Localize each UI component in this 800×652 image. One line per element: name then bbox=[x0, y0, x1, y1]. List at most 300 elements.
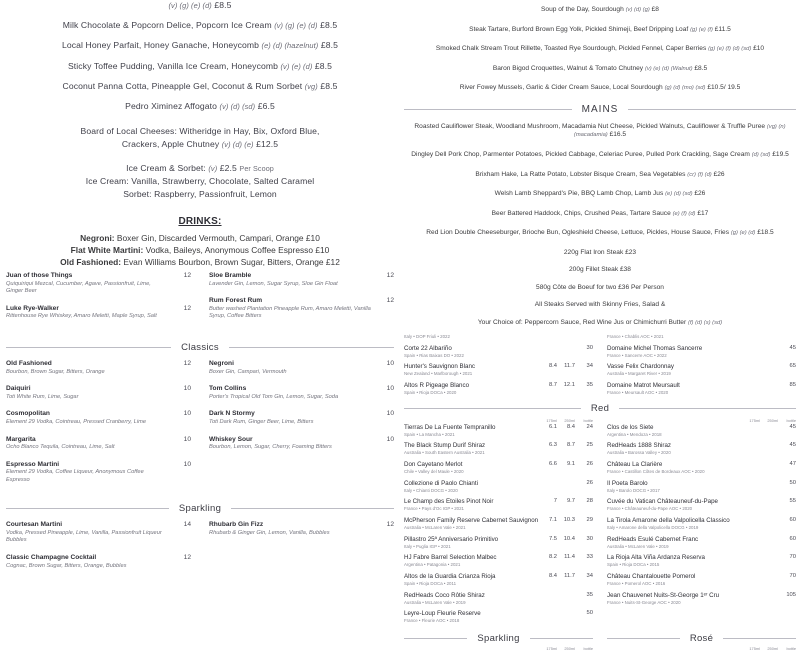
allergen-tags: (g) (d) (mo) (sd) bbox=[664, 85, 706, 92]
price-250: 9.7 bbox=[566, 498, 575, 505]
price: £17 bbox=[697, 209, 709, 217]
cocktail-item[interactable] bbox=[209, 410, 394, 426]
wine-row[interactable] bbox=[404, 382, 593, 396]
wine-name: Collezione di Paolo Chianti bbox=[404, 479, 478, 487]
cocktail-desc: Rittenhouse Rye Whiskey, Amaro Meletti, Maple Syrup, Salt bbox=[6, 313, 157, 320]
allergen-tags: (v) (d) (e) bbox=[221, 139, 254, 149]
price-bottle: 47 bbox=[789, 461, 796, 468]
drinks-item bbox=[6, 244, 394, 256]
price: £10.5/ 19.5 bbox=[707, 84, 741, 92]
price-bottle: 45 bbox=[789, 423, 796, 430]
cocktail-item[interactable] bbox=[6, 360, 191, 376]
divider-line bbox=[723, 638, 796, 639]
main-item bbox=[404, 210, 796, 219]
wine-meta: France • Fleurie AOC • 2018 bbox=[404, 618, 460, 624]
divider-line bbox=[619, 408, 796, 409]
allergen-tags: (cr) (f) (d) bbox=[687, 171, 712, 178]
price-175 bbox=[747, 573, 760, 579]
header-bottle: bottle bbox=[583, 417, 593, 423]
wine-row[interactable] bbox=[607, 573, 796, 587]
price-175: 8.4 bbox=[548, 573, 557, 579]
price-175 bbox=[747, 554, 760, 560]
header-175: 175ml bbox=[546, 645, 557, 651]
price-bottle: 60 bbox=[789, 535, 796, 542]
price-bottle: 26 bbox=[586, 461, 593, 468]
wine-meta: Italy • Amarone della Valpolicella DOCG • 2019 bbox=[607, 524, 699, 530]
cocktail-price: 12 bbox=[386, 272, 394, 280]
drinks-item bbox=[6, 232, 394, 244]
price-175 bbox=[747, 517, 760, 523]
white-col-left bbox=[404, 334, 593, 401]
wine-row[interactable] bbox=[607, 554, 796, 568]
cocktail-item[interactable] bbox=[209, 521, 394, 537]
wine-row[interactable] bbox=[607, 382, 796, 396]
price-250 bbox=[765, 480, 778, 486]
price-bottle: 24 bbox=[586, 423, 593, 430]
mains-header bbox=[404, 104, 796, 115]
wine-name: La Tirola Amarone della Valpolicella Classico bbox=[607, 517, 730, 525]
starter-item bbox=[404, 84, 796, 93]
cheese-line-1: Board of Local Cheeses: Witheridge in Hay, Bix, Oxford Blue, bbox=[80, 125, 320, 136]
cocktail-desc: Butter washed Plantation Pineapple Rum, Amaro Meletti, Vanilla Syrup, Coffee Bitters bbox=[209, 306, 371, 320]
steak-item: 580g Côte de Boeuf for two £36 Per Person bbox=[536, 283, 664, 291]
cocktail-price: 12 bbox=[386, 297, 394, 305]
wine-meta: Australia • South Eastern Australia • 2021 bbox=[404, 450, 485, 456]
price-250 bbox=[765, 573, 778, 579]
wine-row[interactable] bbox=[404, 442, 593, 456]
drinks-list bbox=[6, 232, 394, 269]
wine-meta: Argentina • Mendoza • 2018 bbox=[607, 431, 662, 437]
wine-price-headers bbox=[607, 646, 796, 651]
wine-meta: France • Pomerol AOC • 2016 bbox=[607, 580, 666, 586]
drink-desc: Boxer Gin, Discarded Vermouth, Campari, Orange £10 bbox=[116, 232, 320, 243]
price-175 bbox=[747, 424, 760, 430]
white-col-right bbox=[607, 334, 796, 401]
price-bottle: 105 bbox=[786, 591, 796, 598]
price: £19.5 bbox=[772, 150, 789, 158]
main-item bbox=[404, 171, 796, 180]
price: £8.5 bbox=[320, 20, 338, 31]
signature-col-right bbox=[209, 272, 394, 330]
main-name: Roasted Cauliflower Steak, Woodland Mushroom, Macadamia Nut Cheese, Pickled Walnuts, Cauliflower & Truffle Puree bbox=[414, 122, 766, 130]
price-bottle: 70 bbox=[789, 554, 796, 561]
wine-name: Hunter's Sauvignon Blanc bbox=[404, 363, 476, 371]
wine-price-headers bbox=[607, 418, 796, 423]
wine-row[interactable] bbox=[404, 498, 593, 512]
classics-title: Classics bbox=[181, 342, 219, 354]
dessert-name: Pedro Ximinez Affogato bbox=[125, 101, 218, 112]
price-bottle: 33 bbox=[586, 554, 593, 561]
price-175: 8.4 bbox=[548, 363, 557, 370]
wine-row[interactable] bbox=[607, 536, 796, 550]
price-bottle: 29 bbox=[586, 517, 593, 524]
allergen-tags: (vg) (n) (macadamia) bbox=[573, 123, 786, 139]
cocktail-desc: Bourbon, Brown Sugar, Bitters, Orange bbox=[6, 368, 105, 375]
wine-row[interactable] bbox=[607, 498, 796, 512]
wine-row[interactable] bbox=[404, 610, 593, 624]
price: £8.5 bbox=[694, 64, 708, 72]
cocktail-desc: Ocho Blanco Tequila, Cointreau, Lime, Salt bbox=[6, 444, 115, 451]
wine-name: Château Chantalouette Pomerol bbox=[607, 573, 696, 580]
cocktail-price: 12 bbox=[183, 553, 191, 561]
sparkling-col-right bbox=[209, 521, 394, 579]
header-bottle: bottle bbox=[786, 645, 796, 651]
price-bottle: 34 bbox=[586, 363, 593, 370]
cocktail-item[interactable] bbox=[6, 272, 191, 296]
cocktail-price: 12 bbox=[183, 304, 191, 312]
allergen-tags: (v) bbox=[208, 164, 218, 174]
cocktail-price: 10 bbox=[183, 410, 191, 418]
wine-meta: Chile • Valley del Maule • 2020 bbox=[404, 469, 464, 474]
wine-row[interactable] bbox=[404, 573, 593, 587]
drinks-item bbox=[6, 256, 394, 268]
cocktail-price: 10 bbox=[386, 385, 394, 393]
price-175: 7 bbox=[553, 498, 557, 505]
wine-row[interactable] bbox=[404, 363, 593, 377]
header-250: 250ml bbox=[767, 645, 778, 651]
wine-price-headers bbox=[404, 418, 593, 423]
starter-name: River Fowey Mussels, Garlic & Cider Cream Sauce, Local Sourdough bbox=[459, 84, 663, 92]
wine-row[interactable] bbox=[404, 592, 593, 606]
rose-wine-section bbox=[607, 631, 796, 652]
wine-row[interactable] bbox=[404, 517, 593, 531]
wine-meta: France • Sancerre AOC • 2022 bbox=[607, 352, 667, 358]
cocktail-name: Tom Collins bbox=[209, 385, 247, 393]
price-250 bbox=[765, 498, 778, 504]
divider-line bbox=[404, 109, 572, 110]
allergen-tags: (g) (e) (f) bbox=[690, 26, 713, 33]
sparkling-cocktail-list bbox=[6, 521, 394, 579]
dessert-name: Coconut Panna Cotta, Pineapple Gel, Coconut & Rum Sorbet bbox=[62, 80, 303, 91]
steak-item: 200g Fillet Steak £38 bbox=[569, 266, 631, 274]
wine-name: Cuvée du Vatican Châteauneuf-du-Pape bbox=[607, 498, 718, 506]
price-250: 10.4 bbox=[563, 535, 575, 542]
divider-line bbox=[6, 347, 171, 348]
steak-note: All Steaks Served with Skinny Fries, Salad & bbox=[534, 301, 666, 309]
wine-meta: Australia • Margaret River • 2019 bbox=[607, 371, 671, 377]
allergen-tags: (v) (e) (d) bbox=[280, 61, 313, 71]
price-175 bbox=[747, 592, 760, 598]
wine-row[interactable] bbox=[404, 424, 593, 438]
bottom-wine-headers bbox=[404, 631, 796, 652]
dessert-name: Sticky Toffee Pudding, Vanilla Ice Cream, Honeycomb bbox=[67, 60, 278, 71]
wine-name: Tierras De La Fuente Tempranillo bbox=[404, 423, 496, 431]
wine-meta: Spain • La Mancha • 2021 bbox=[404, 431, 455, 437]
wine-meta: Australia • McLaren Vale • 2019 bbox=[607, 543, 669, 549]
ice-cream-block bbox=[6, 163, 394, 199]
wine-name: Domaine Michel Thomas Sancerre bbox=[607, 344, 703, 352]
wine-name: The Black Stump Durif Shiraz bbox=[404, 442, 486, 450]
cocktail-name: Luke Rye-Walker bbox=[6, 304, 59, 312]
price-250 bbox=[562, 480, 575, 486]
price-250 bbox=[765, 592, 778, 598]
steak-list bbox=[404, 249, 796, 328]
price-175 bbox=[747, 461, 760, 467]
price-175 bbox=[747, 480, 760, 486]
starter-item bbox=[404, 6, 796, 15]
wine-row[interactable] bbox=[607, 424, 796, 438]
price: £8.5 bbox=[214, 0, 232, 10]
price-250 bbox=[765, 424, 778, 430]
divider-line bbox=[231, 508, 394, 509]
wine-name: Jean Chauvenet Nuits-St-George 1ᵉʳ Cru bbox=[607, 591, 720, 599]
wine-name: Altos R Pigeage Blanco bbox=[404, 382, 470, 390]
wine-meta: New Zealand • Marlborough • 2021 bbox=[404, 371, 473, 377]
wine-row[interactable] bbox=[607, 334, 796, 340]
price: £26 bbox=[694, 190, 706, 198]
cocktail-item[interactable] bbox=[209, 297, 394, 321]
cocktail-name: Daiquiri bbox=[6, 385, 31, 393]
wine-name: Clos de los Siete bbox=[607, 423, 654, 431]
sparkling-title: Sparkling bbox=[178, 503, 222, 515]
wine-row[interactable] bbox=[404, 536, 593, 550]
cocktail-price: 12 bbox=[183, 272, 191, 280]
price: £8.5 bbox=[320, 40, 338, 51]
wine-row[interactable] bbox=[404, 345, 593, 359]
red-wine-header bbox=[404, 403, 796, 414]
price: £12.5 bbox=[256, 138, 279, 149]
price-175 bbox=[747, 536, 760, 542]
dessert-list bbox=[6, 0, 394, 112]
wine-meta: Italy • Puglia IGP • 2021 bbox=[404, 543, 451, 549]
signature-cocktails bbox=[6, 272, 394, 332]
classics-header bbox=[6, 342, 394, 353]
wine-meta: Italy • DOP Friuli • 2022 bbox=[404, 334, 450, 340]
wine-row[interactable] bbox=[607, 363, 796, 377]
allergen-tags: (e) (d) (hazelnut) bbox=[261, 41, 319, 51]
wine-name: Il Poeta Barolo bbox=[607, 479, 648, 487]
price-250 bbox=[765, 461, 778, 467]
header-175: 175ml bbox=[546, 417, 557, 423]
price-175 bbox=[544, 610, 557, 616]
starter-item bbox=[404, 26, 796, 35]
cocktail-desc: Porter's Tropical Old Tom Gin, Lemon, Sugar, Soda bbox=[209, 394, 339, 401]
price: £16.5 bbox=[609, 131, 627, 139]
price-175: 7.1 bbox=[548, 517, 557, 524]
price: £8 bbox=[651, 6, 659, 13]
wine-meta: France • Châteauneuf-du-Pape AOC • 2020 bbox=[607, 506, 693, 512]
wine-row[interactable] bbox=[404, 480, 593, 494]
cocktail-name: Rhubarb Gin Fizz bbox=[209, 521, 264, 529]
price-note: Per Scoop bbox=[239, 164, 274, 174]
wine-meta: Spain • Rioja DOCa • 2020 bbox=[404, 390, 457, 396]
dessert-name: Local Honey Parfait, Honey Ganache, Honeycomb bbox=[62, 40, 260, 51]
price-bottle: 50 bbox=[586, 610, 593, 617]
wine-meta: France • Castillon Côtes de Bordeaux AOC • 2020 bbox=[607, 469, 705, 474]
wine-name: Vasse Felix Chardonnay bbox=[607, 363, 674, 371]
wine-row[interactable] bbox=[607, 517, 796, 531]
divider-line bbox=[404, 408, 581, 409]
sauce-text: Your Choice of: Peppercorn Sauce, Red Wine Jus or Chimichurri Butter bbox=[477, 319, 687, 326]
wine-meta: Spain • Rioja DOCa • 2011 bbox=[404, 580, 457, 586]
cocktail-desc: Toti Dark Rum, Ginger Beer, Lime, Bitters bbox=[209, 419, 314, 426]
cocktail-item[interactable] bbox=[209, 272, 394, 288]
sorbet-flavours: Sorbet: Raspberry, Passionfruit, Lemon bbox=[123, 188, 277, 199]
main-name: Beer Battered Haddock, Chips, Crushed Peas, Tartare Sauce bbox=[491, 209, 671, 217]
cocktail-item[interactable] bbox=[6, 305, 191, 321]
wine-meta: Argentina • Patagonia • 2021 bbox=[404, 562, 461, 568]
cocktail-desc: Quiquiriqui Mezcal, Cucumber, Agave, Passionfruit, Lime, Ginger Beer bbox=[6, 280, 151, 295]
starter-item bbox=[404, 65, 796, 74]
divider-line bbox=[404, 638, 467, 639]
cocktail-price: 10 bbox=[183, 460, 191, 468]
allergen-tags: (v) (d) (sd) bbox=[219, 102, 256, 112]
starters-list bbox=[404, 0, 796, 93]
wine-meta: Australia • McLaren Vale • 2021 bbox=[404, 524, 466, 530]
header-250: 250ml bbox=[564, 417, 575, 423]
cocktail-price: 10 bbox=[386, 410, 394, 418]
sparkling-wine-title: Sparkling bbox=[477, 632, 520, 644]
cocktail-desc: Boxer Gin, Campari, Vermouth bbox=[209, 368, 287, 375]
wine-name: Château La Clarière bbox=[607, 461, 663, 469]
wine-row[interactable] bbox=[607, 480, 796, 494]
price-175 bbox=[544, 480, 557, 486]
wine-row[interactable] bbox=[404, 461, 593, 475]
cocktail-name: Rum Forest Rum bbox=[209, 297, 263, 305]
dessert-item bbox=[6, 101, 394, 112]
white-wine-list bbox=[404, 334, 796, 401]
cocktail-item[interactable] bbox=[6, 461, 191, 485]
price-bottle: 65 bbox=[789, 363, 796, 370]
price-250 bbox=[562, 610, 575, 616]
starter-name: Smoked Chalk Stream Trout Rillette, Toasted Rye Sourdough, Pickled Fennel, Caper Berries bbox=[435, 45, 707, 53]
price-250: 8.4 bbox=[566, 423, 575, 430]
dessert-item bbox=[6, 81, 394, 92]
cocktail-name: Sloe Bramble bbox=[209, 272, 252, 280]
cocktail-price: 10 bbox=[183, 385, 191, 393]
price-250 bbox=[562, 592, 575, 598]
mains-list bbox=[404, 123, 796, 238]
cocktail-price: 12 bbox=[183, 360, 191, 368]
cheese-board-block bbox=[6, 126, 394, 149]
cocktail-name: Juan of those Things bbox=[6, 272, 73, 280]
wine-meta: Spain • Rioja DOCa • 2015 bbox=[607, 562, 660, 568]
price-bottle: 55 bbox=[789, 498, 796, 505]
wine-name: Leyre-Loup Fleurie Reserve bbox=[404, 610, 481, 618]
cocktail-desc: Cognac, Brown Sugar, Bitters, Orange, Bubbles bbox=[6, 562, 127, 569]
price: £6.5 bbox=[257, 101, 275, 112]
wine-meta: Spain • Rias Baixas DO • 2022 bbox=[404, 352, 464, 358]
cocktail-price: 14 bbox=[183, 521, 191, 529]
drink-desc: Vodka, Baileys, Anonymous Coffee Espresso £10 bbox=[145, 244, 330, 255]
price-bottle: 28 bbox=[586, 498, 593, 505]
cocktail-price: 10 bbox=[386, 435, 394, 443]
red-col-right bbox=[607, 418, 796, 629]
price-175: 6.3 bbox=[548, 442, 557, 449]
price: £10 bbox=[753, 45, 765, 53]
price-250: 10.3 bbox=[563, 517, 575, 524]
price-250: 11.7 bbox=[564, 363, 575, 370]
sparkling-header-left bbox=[6, 503, 394, 514]
drink-desc: Evan Williams Bourbon, Brown Sugar, Bitters, Orange £12 bbox=[123, 256, 340, 267]
wine-row[interactable] bbox=[607, 592, 796, 606]
price-175 bbox=[544, 592, 557, 598]
allergen-tags: (d) (sd) bbox=[751, 151, 771, 158]
wine-name: Pillastro 25ª Anniversario Primitivo bbox=[404, 535, 499, 543]
price-bottle: 45 bbox=[789, 344, 796, 351]
signature-col-left bbox=[6, 272, 191, 330]
cocktail-name: Espresso Martini bbox=[6, 460, 60, 468]
price-175: 6.1 bbox=[548, 423, 557, 430]
price-bottle: 26 bbox=[586, 479, 593, 486]
classics-col-left bbox=[6, 360, 191, 493]
price-250: 11.7 bbox=[564, 573, 575, 579]
wine-price-headers bbox=[404, 646, 593, 651]
starter-item bbox=[404, 45, 796, 54]
header-bottle: bottle bbox=[583, 645, 593, 651]
wine-name: Domaine Matrot Meursault bbox=[607, 382, 680, 390]
wine-name: Corte 22 Albariño bbox=[404, 344, 452, 352]
cocktail-item[interactable] bbox=[6, 385, 191, 401]
divider-line bbox=[229, 347, 394, 348]
cocktail-desc: Rhubarb & Ginger Gin, Lemon, Vanilla, Bubbles bbox=[209, 529, 330, 536]
header-175: 175ml bbox=[749, 645, 760, 651]
cocktail-item[interactable] bbox=[6, 410, 191, 426]
wine-row[interactable] bbox=[607, 461, 796, 475]
drink-name: Old Fashioned: bbox=[60, 256, 122, 267]
price-250 bbox=[765, 517, 778, 523]
cocktail-desc: Lavender Gin, Lemon, Sugar Syrup, Sloe Gin Float bbox=[209, 280, 338, 287]
cocktail-item[interactable] bbox=[6, 554, 191, 570]
steak-sauce-choice bbox=[404, 319, 796, 328]
cocktail-name: Negroni bbox=[209, 360, 234, 368]
wine-meta: France • Chablis AOC • 2021 bbox=[607, 334, 664, 340]
divider-line bbox=[607, 638, 680, 639]
header-bottle: bottle bbox=[786, 417, 796, 423]
price-175 bbox=[747, 442, 760, 448]
cocktail-item[interactable] bbox=[6, 521, 191, 545]
divider-line bbox=[530, 638, 593, 639]
wine-meta: France • Nuits-St-George AOC • 2020 bbox=[607, 599, 681, 605]
price-bottle: 50 bbox=[789, 479, 796, 486]
wine-row[interactable] bbox=[607, 345, 796, 359]
wine-name: La Rioja Alta Viña Ardanza Reserva bbox=[607, 554, 705, 562]
price-175: 8.2 bbox=[548, 554, 557, 561]
main-name: Brixham Hake, La Ratte Potato, Lobster Bisque Cream, Sea Vegetables bbox=[475, 170, 686, 178]
cocktail-name: Margarita bbox=[6, 435, 36, 443]
allergen-tags: (f) (d) (s) (sd) bbox=[688, 320, 723, 326]
header-250: 250ml bbox=[767, 417, 778, 423]
wine-row[interactable] bbox=[607, 442, 796, 456]
price-bottle: 70 bbox=[789, 573, 796, 579]
price-bottle: 60 bbox=[789, 517, 796, 524]
price-bottle: 35 bbox=[586, 591, 593, 598]
cocktail-price: 10 bbox=[386, 360, 394, 368]
sparkling-col-left bbox=[6, 521, 191, 579]
price-250 bbox=[765, 554, 778, 560]
price: £11.5 bbox=[714, 25, 731, 33]
cocktail-item[interactable] bbox=[209, 436, 394, 452]
cocktail-desc: Element 29 Vodka, Cointreau, Pressed Cranberry, Lime bbox=[6, 419, 147, 426]
main-item bbox=[404, 123, 796, 140]
allergen-tags: (v) (e) (d) (Walnut) bbox=[644, 65, 693, 72]
wine-row[interactable] bbox=[404, 554, 593, 568]
red-col-left bbox=[404, 418, 593, 629]
cocktail-name: Old Fashioned bbox=[6, 360, 52, 368]
cocktail-item[interactable] bbox=[6, 436, 191, 452]
cocktail-item[interactable] bbox=[209, 385, 394, 401]
cocktail-item[interactable] bbox=[209, 360, 394, 376]
red-wine-list bbox=[404, 418, 796, 629]
wine-meta: France • Pays d'Oc IGP • 2021 bbox=[404, 506, 464, 512]
starter-name: Soup of the Day, Sourdough bbox=[541, 6, 624, 13]
wine-row[interactable] bbox=[404, 334, 593, 340]
price-bottle: 85 bbox=[789, 382, 796, 389]
cocktail-name: Dark N Stormy bbox=[209, 410, 255, 418]
red-title: Red bbox=[590, 402, 610, 414]
ice-cream-heading bbox=[6, 163, 394, 174]
price-175: 6.6 bbox=[548, 461, 557, 468]
